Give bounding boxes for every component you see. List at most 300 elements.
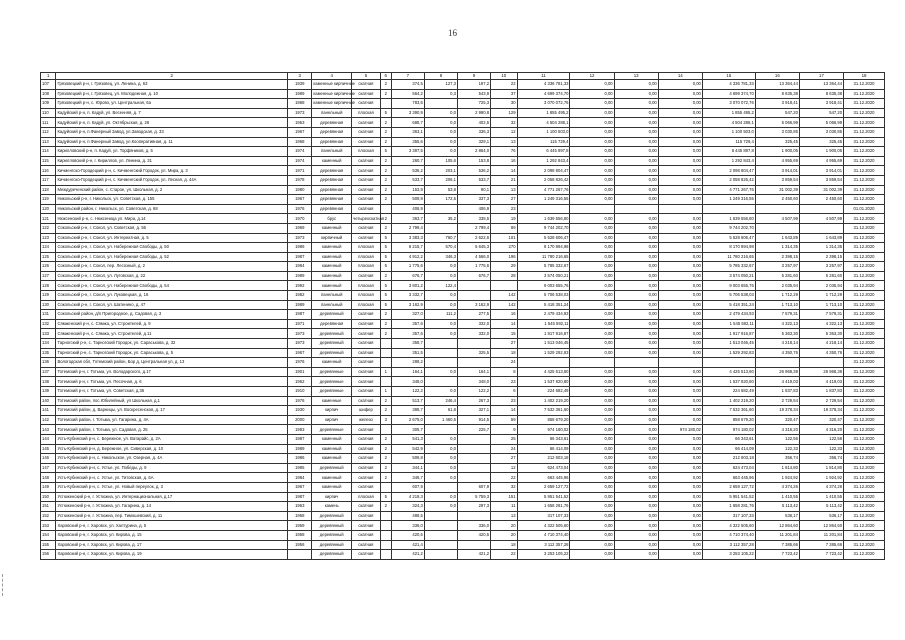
table-cell: 0,00 [570,434,614,444]
table-cell: 1971 [288,166,312,176]
table-row [41,89,885,99]
table-cell: 3 859,54 [799,175,843,185]
table-cell: 0,0 [424,291,457,301]
table-cell: 20 [491,521,517,531]
table-cell: 0,00 [570,233,614,243]
table-cell: 1973 [288,108,312,118]
table-cell: скатная [352,463,381,473]
table-cell: скатная [352,319,381,329]
table-row [41,415,885,425]
table-cell: Тотемский район, пос.Юбилейный, ул Школьная, д.1 [56,396,288,406]
table-cell: Тарногский р-н, с. Тарногский Городок, ул. Сараськова, д. 32 [56,339,288,349]
table-cell: 5 066,99 [799,118,843,128]
table-cell: 31.12.2020 [844,454,885,464]
table-cell: 1987 [288,310,312,320]
table-cell: 0,00 [658,108,702,118]
table-cell: 14 [491,166,517,176]
table-cell: 1980 [288,185,312,195]
table-cell: панельный [312,147,352,157]
table-cell: 374,5 [391,80,424,90]
table-cell: 4 912,2 [391,252,424,262]
table-cell: 2 990,8 [457,108,490,118]
table-cell: 31 002,39 [755,185,799,195]
table-cell: 914,5 [457,415,490,425]
table-row [41,444,885,454]
table-cell: 225,7 [457,425,490,435]
table-cell: 0,00 [658,415,702,425]
table-cell: каменный [312,252,352,262]
table-cell: 121 [41,214,56,224]
table-cell: 122,2 [391,387,424,397]
table-cell: 0,00 [614,147,658,157]
table-cell: 5 645,3 [457,243,490,253]
table-cell: 30 [491,99,517,109]
table-cell: 1 292 843,4 [517,156,570,166]
table-cell: 0,00 [658,233,702,243]
table-cell: скатная [352,521,381,531]
table-cell: 4 507,99 [799,214,843,224]
table-cell: 4 771 267,76 [517,185,570,195]
table-cell: 1976 [288,396,312,406]
table-cell: 135 [41,348,56,358]
table-cell: 127,3 [424,80,457,90]
table-cell: Усть-Кубинский р-н, с. Устье, ул. Победы, д. 9 [56,463,288,473]
table-cell: 317 107,33 [702,511,755,521]
column-number-8: 8 [424,73,457,80]
table-cell: 7 723,42 [799,550,843,560]
table-cell: деревянные [312,387,352,397]
table-cell: 133 [41,329,56,339]
table-cell: 13 364,44 [799,80,843,90]
table-row [41,262,885,272]
table-cell: 0,00 [614,444,658,454]
table-cell: 31.12.2020 [844,99,885,109]
table-row [41,463,885,473]
table-cell: 26 968,39 [799,367,843,377]
table-cell: 31.12.2020 [844,252,885,262]
table-cell: 5 [380,262,391,272]
table-cell: 35,2 [424,214,457,224]
table-cell: 19 [491,214,517,224]
table-cell: 0,0 [424,108,457,118]
table-cell: 142 [491,291,517,301]
table-cell: 1962 [288,377,312,387]
table-cell: 332,0 [457,329,490,339]
table-cell: панельный [312,300,352,310]
table-cell: 0,00 [570,175,614,185]
table-row [41,434,885,444]
table-cell: 325,45 [799,137,843,147]
table-cell: 260,7 [391,156,424,166]
table-cell: 197,2 [457,80,490,90]
table-cell: 1 900,05 [755,147,799,157]
table-cell: скатная [352,434,381,444]
table-cell: 27 [491,339,517,349]
table-cell: 150 [41,492,56,502]
table-cell: 3 383,3 [391,233,424,243]
table-cell: 0,0 [424,387,457,397]
table-cell: 0,0 [424,434,457,444]
table-cell: 0,00 [570,118,614,128]
table-cell: 22 [491,80,517,90]
table-cell: 0,00 [614,473,658,483]
table-cell: 1956 [288,540,312,550]
table-cell: 31.12.2020 [844,358,885,368]
table-cell: 0,00 [614,540,658,550]
table-cell: 31.12.2020 [844,195,885,205]
table-cell: 1987 [288,434,312,444]
table-cell: 356,74 [799,454,843,464]
table-cell: 536,2 [391,166,424,176]
table-cell: 1 545 592,11 [702,319,755,329]
table-cell: 1 249 316,55 [517,195,570,205]
table-cell [424,540,457,550]
table-cell: Харовский р-н, г. Харовск, ул. Кирова, д. 17 [56,540,288,550]
table-row [41,204,885,214]
table-cell: 27 [491,454,517,464]
table-cell: плоская [352,252,381,262]
table-cell: 4 425 513,60 [517,367,570,377]
table-cell [380,425,391,435]
table-cell [424,530,457,540]
table-cell: 2 [380,80,391,90]
table-cell: 31.12.2020 [844,348,885,358]
table-cell: 1986 [288,243,312,253]
table-cell: 120 [41,204,56,214]
table-cell: 0,00 [614,502,658,512]
table-cell: 4 322,13 [799,319,843,329]
table-cell: 0,00 [614,492,658,502]
table-cell: 974 180,02 [517,425,570,435]
table-cell: 402,5 [457,118,490,128]
table-cell: 8 170 894,98 [702,243,755,253]
table-cell: 31.12.2020 [844,175,885,185]
table-cell [424,482,457,492]
table-cell: 4 425 513,60 [702,367,755,377]
table-cell: 0,00 [570,377,614,387]
table-cell: 0,00 [570,80,614,90]
table-cell: 5 113,42 [755,502,799,512]
table-cell [799,204,843,214]
table-cell: скатная [352,550,381,560]
table-cell: 61,8 [424,406,457,416]
table-cell: 0,00 [614,387,658,397]
table-cell: каменный [312,358,352,368]
table-cell: 26 968,39 [755,367,799,377]
table-cell: 12 864,60 [799,521,843,531]
table-cell: Кадуйский р-н, п. Кадуй, ул. Весенняя, д. 7 [56,108,288,118]
table-cell: скатная [352,156,381,166]
table-cell: 5 [380,233,391,243]
table-cell: 0,00 [658,185,702,195]
table-cell: 0,00 [614,367,658,377]
table-cell: 336,3 [457,127,490,137]
table-row [41,147,885,157]
table-cell: 31.12.2020 [844,434,885,444]
table-cell: 1989 [288,300,312,310]
table-cell: 0,00 [614,281,658,291]
table-cell: 16 [491,156,517,166]
table-cell: 348,0 [457,377,490,387]
table-cell: 0,00 [570,329,614,339]
table-cell: скатная [352,175,381,185]
table-row [41,367,885,377]
table-cell: 676,7 [457,271,490,281]
table-row [41,195,885,205]
table-cell: 344,1 [391,463,424,473]
table-cell: скатная [352,166,381,176]
table-cell: каменный [312,444,352,454]
table-row [41,358,885,368]
table-cell: 2 799,4 [457,223,490,233]
table-cell: 112 [41,127,56,137]
table-cell: скатная [352,377,381,387]
table-cell: 2 [380,444,391,454]
table-cell: 3 574 050,21 [702,271,755,281]
table-cell: 5 785 332,67 [517,262,570,272]
table-cell: 0,0 [424,300,457,310]
table-cell: 0,00 [570,463,614,473]
table-cell: 1 837,83 [799,387,843,397]
table-cell: плоская [352,291,381,301]
table-cell: скатная [352,396,381,406]
table-cell: Тотемский р-н, г. Тотьма, ул. Советская, д.36 [56,387,288,397]
table-cell [424,550,457,560]
table-cell: 138 [41,377,56,387]
table-cell: 1967 [288,348,312,358]
table-cell: 22 [491,550,517,560]
page-number: 16 [448,28,457,38]
table-cell: 346,3 [424,252,457,262]
table-cell: 2 058 826,42 [517,175,570,185]
table-row [41,252,885,262]
table-cell: Сокольский р-н, г. Сокол, ул. Интернатная, д. 5 [56,233,288,243]
table-cell: Грязовецкий р-н, с. Юрово, ул. Центральная, 6а [56,99,288,109]
table-cell: 1 292 843,4 [702,156,755,166]
table-cell: 663 445,96 [702,473,755,483]
table-cell [424,339,457,349]
table-cell: скатная [352,329,381,339]
table-cell [424,204,457,214]
table-cell: Харовский р-н, г. Харовск, ул. Кирова, д. 15 [56,530,288,540]
table-cell: 1 837,83 [755,387,799,397]
table-cell: 2 [380,310,391,320]
table-cell: 153,8 [457,156,490,166]
table-cell: 1967 [288,127,312,137]
table-cell: 0,00 [570,223,614,233]
table-cell: 324,3 [391,502,424,512]
table-cell: Тотемский р-н, г. Тотьма, ул. Володарского, д.17 [56,367,288,377]
table-cell: Сямженский р-н, с. Сямжа, ул. Строителей, д.11 [56,329,288,339]
table-cell: 336,0 [391,521,424,531]
table-cell: 0,00 [658,310,702,320]
table-cell: Устюженский р-н, г. Устюжна, ул. Гагарина, д. 14 [56,502,288,512]
table-cell: деревянный [312,329,352,339]
table-cell: 6 445 897,8 [702,147,755,157]
column-number-16: 16 [755,73,799,80]
table-cell: 25 [491,434,517,444]
table-cell: 145 [41,444,56,454]
table-cell: 152 [41,511,56,521]
table-cell: скатная [352,204,381,214]
table-cell: 31 002,39 [799,185,843,195]
table-cell: 9 [491,425,517,435]
table-cell: 2 [380,118,391,128]
table-cell: 4 322 505,60 [517,521,570,531]
table-cell: 536,17 [755,511,799,521]
table-cell [380,348,391,358]
table-cell: 0,3 [424,89,457,99]
table-cell: Тарногский р-н, с. Тарногский Городок, ул. Сараськова, д. 5 [56,348,288,358]
table-cell: скатная [352,185,381,195]
table-cell: 12 [491,463,517,473]
table-row [41,377,885,387]
table-row [41,339,885,349]
table-cell: каменный [312,454,352,464]
table-cell [457,358,490,368]
table-cell [457,473,490,483]
table-cell: 11 780 216,65 [702,252,755,262]
table-row [41,166,885,176]
table-cell: 1 100 503,0 [517,127,570,137]
table-cell: 108 [41,89,56,99]
table-cell: 2 [380,195,391,205]
table-cell: 1910 [288,387,312,397]
table-cell: шифер [352,406,381,416]
table-cell [380,482,391,492]
table-cell: 858 679,20 [517,415,570,425]
table-cell: 11 [491,502,517,512]
table-cell: 1978 [288,175,312,185]
table-cell: 1901 [288,367,312,377]
table-cell: 0,00 [658,214,702,224]
table-cell: 66 414,09 [517,444,570,454]
table-cell: 2 058 826,42 [702,175,755,185]
table-cell: 16 [491,310,517,320]
table-cell: 122,2 [457,387,490,397]
table-cell [799,358,843,368]
table-cell: каменный [312,223,352,233]
table-cell [457,281,490,291]
table-cell: деревянная [312,137,352,147]
table-cell: 1 643,89 [799,233,843,243]
table-cell: 31.12.2020 [844,89,885,99]
table-cell: 24 [491,444,517,454]
table-cell: 1 [380,387,391,397]
table-cell: 147 [41,463,56,473]
table-cell: 0,00 [570,185,614,195]
table-cell: скатная [352,530,381,540]
table-cell: 109 [41,99,56,109]
table-cell: 1930 [288,406,312,416]
table-cell: 421,2 [391,550,424,560]
table-cell: 0,00 [570,262,614,272]
table-cell [457,511,490,521]
table-cell: 31.12.2020 [844,550,885,560]
table-cell: 0,00 [570,530,614,540]
table-cell: 110 [41,108,56,118]
table-cell: 12 864,60 [755,521,799,531]
table-cell: 3 918,41 [799,99,843,109]
table-cell: Сокольский р-н, г. Сокол, ул. Набережная Свободы, д. 54 [56,281,288,291]
table-cell: 3 397,5 [391,147,424,157]
table-cell: 31.12.2020 [844,281,885,291]
table-cell: 2 [380,223,391,233]
table-cell: 2 [380,396,391,406]
table-cell: 2000 [288,415,312,425]
table-cell: 2 [380,89,391,99]
table-cell: 1967 [288,195,312,205]
table-cell: 1 900,05 [799,147,843,157]
column-number-5: 5 [352,73,381,80]
table-cell: 1939 [288,80,312,90]
table-cell: 8 170 894,98 [517,243,570,253]
table-cell: 11 780 216,65 [517,252,570,262]
table-cell: 1 713,10 [755,300,799,310]
table-cell: 0,00 [614,434,658,444]
table-cell: 3 253 105,22 [702,550,755,560]
table-cell: 127 [41,271,56,281]
table-cell: 122,56 [799,434,843,444]
table-cell: 1 249 316,55 [702,195,755,205]
table-cell: 3 162,9 [457,300,490,310]
table-cell: 137 [41,367,56,377]
table-cell: 0,00 [658,271,702,281]
table-cell: 6 215,7 [391,243,424,253]
column-number-10: 10 [491,73,517,80]
table-cell: 7 385,66 [799,540,843,550]
table-row [41,281,885,291]
table-cell: 509,9 [391,195,424,205]
table-cell: 5 706 538,03 [517,291,570,301]
table-cell: 0,00 [614,243,658,253]
table-cell: 1985 [288,463,312,473]
table-cell: 0,00 [658,80,702,90]
table-cell: Грязовецкий р-н, г. Грязовец, ул. Молодежная, д. 10 [56,89,288,99]
table-cell [658,204,702,214]
table-cell: 206,1 [424,175,457,185]
table-row [41,348,885,358]
table-cell: 363,7 [391,214,424,224]
table-cell: 0,00 [614,463,658,473]
table-cell: 1 924,92 [755,473,799,483]
table-cell: 1 402 219,20 [517,396,570,406]
table-cell: 7 532 361,60 [517,406,570,416]
column-number-6: 6 [380,73,391,80]
table-cell: 19 378,34 [799,406,843,416]
table-cell: Сокольский р-н, г. Сокол, ул. Луковецкая, д. 16 [56,291,288,301]
table-cell: 151 [41,502,56,512]
table-cell: 5 706 538,03 [702,291,755,301]
table-cell: 115 729,4 [702,137,755,147]
table-cell: 1 917 916,87 [517,329,570,339]
table-cell: 0,00 [658,243,702,253]
table-cell: 536,2 [457,166,490,176]
table-cell: 18 [491,348,517,358]
table-cell: 23 [491,396,517,406]
table-row [41,80,885,90]
table-cell: плоская [352,243,381,253]
table-cell: 4 710 374,40 [517,530,570,540]
table-cell: 66 343,61 [517,434,570,444]
table-cell: деревянная [312,185,352,195]
table-cell: 0,00 [658,300,702,310]
table-cell: 124 [41,243,56,253]
table-cell: 2 450,60 [799,195,843,205]
table-cell: 783,5 [391,99,424,109]
table-cell: 31.12.2020 [844,415,885,425]
table-cell [380,530,391,540]
